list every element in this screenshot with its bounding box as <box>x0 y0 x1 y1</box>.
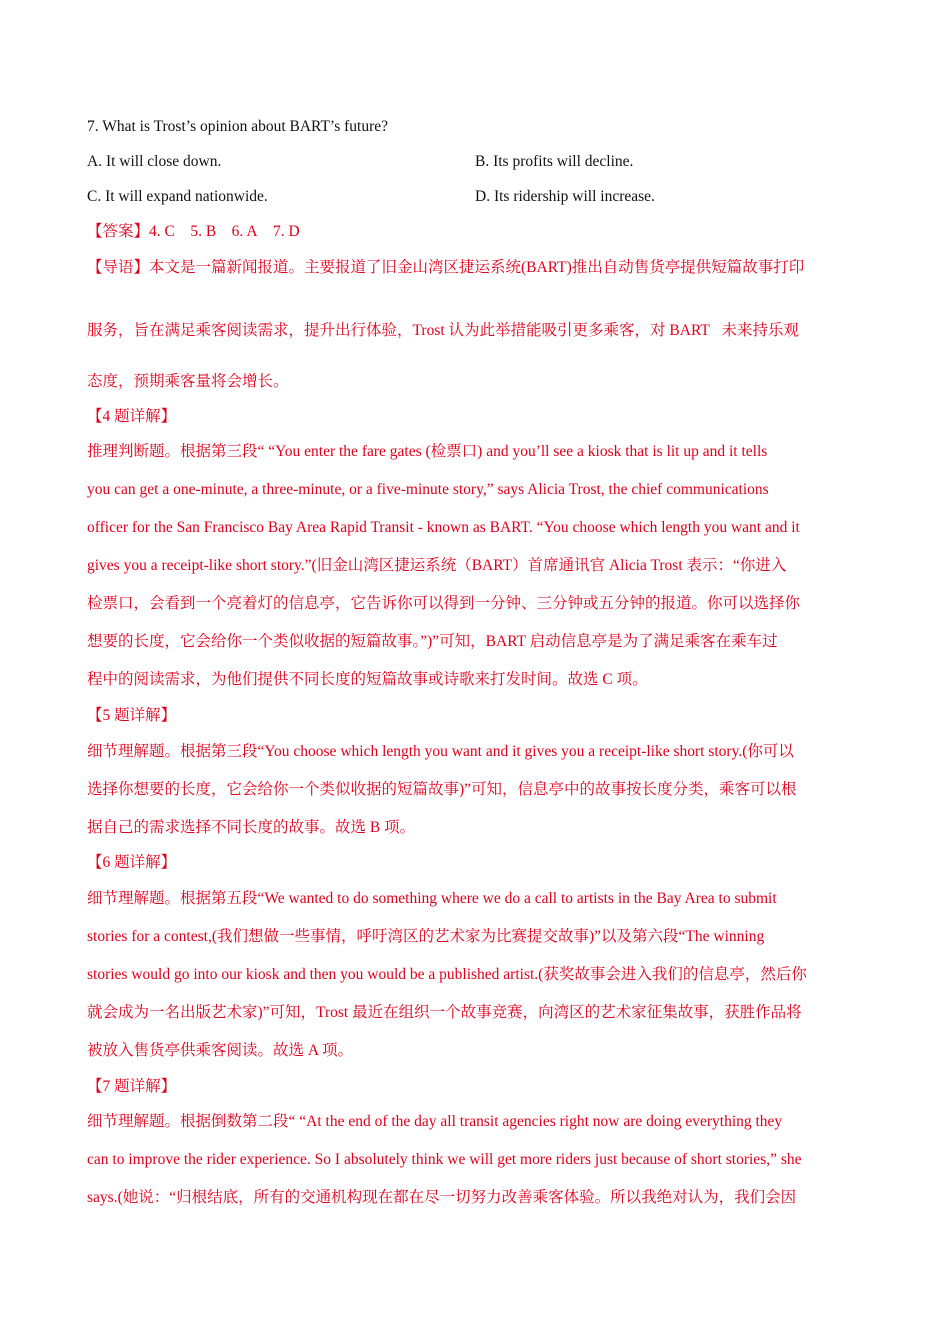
q7-line: can to improve the rider experience. So I absolutely think we will get more riders just because of short stories,” she <box>87 1151 802 1168</box>
q4-line: 检票口，会看到一个亮着灯的信息亭，它告诉你可以得到一分钟、三分钟或五分钟的报道。你可以选择你 <box>87 595 801 612</box>
q6-line: 细节理解题。根据第五段“We wanted to do something where we do a call to artists in the Bay Area to submit <box>87 890 777 907</box>
q6-line: 被放入售货亭供乘客阅读。故选 A 项。 <box>87 1042 354 1059</box>
q4-line: you can get a one-minute, a three-minute, or a five-minute story,” says Alicia Trost, the chief communications <box>87 481 769 498</box>
q4-line: 想要的长度，它会给你一个类似收据的短篇故事。”)”可知，BART 启动信息亭是为了满足乘客在乘车过 <box>87 633 778 650</box>
q4-line: officer for the San Francisco Bay Area Rapid Transit - known as BART. “You choose which length you want and it <box>87 519 800 536</box>
guide-line: 服务，旨在满足乘客阅读需求，提升出行体验，Trost 认为此举措能吸引更多乘客，对 BART 未来持乐观 <box>87 322 799 339</box>
q6-line: 就会成为一名出版艺术家)”可知，Trost 最近在组织一个故事竞赛，向湾区的艺术家征集故事，获胜作品将 <box>87 1004 802 1021</box>
q6-heading: 【6 题详解】 <box>87 854 177 871</box>
answer-key: 【答案】4. C 5. B 6. A 7. D <box>87 223 300 240</box>
option-a: A. It will close down. <box>87 153 222 170</box>
q7-heading: 【7 题详解】 <box>87 1078 177 1095</box>
q5-heading: 【5 题详解】 <box>87 707 177 724</box>
q7-line: says.(她说：“归根结底，所有的交通机构现在都在尽一切努力改善乘客体验。所以我绝对认为，我们会因 <box>87 1189 797 1206</box>
q5-line: 据自己的需求选择不同长度的故事。故选 B 项。 <box>87 819 416 836</box>
guide-line: 【导语】本文是一篇新闻报道。主要报道了旧金山湾区捷运系统(BART)推出自动售货亭提供短篇故事打印 <box>87 259 805 276</box>
q4-line: gives you a receipt-like short story.”(旧金山湾区捷运系统（BART）首席通讯官 Alicia Trost 表示：“你进入 <box>87 557 787 574</box>
q5-line: 细节理解题。根据第三段“You choose which length you want and it gives you a receipt-like short story.(你可以 <box>87 743 794 760</box>
q7-line: 细节理解题。根据倒数第二段“ “At the end of the day all transit agencies right now are doing everything they <box>87 1113 783 1130</box>
q6-line: stories would go into our kiosk and then you would be a published artist.(获奖故事会进入我们的信息亭，然后你 <box>87 966 807 983</box>
q6-line: stories for a contest,(我们想做一些事情，呼吁湾区的艺术家为比赛提交故事)”以及第六段“The winning <box>87 928 765 945</box>
option-c: C. It will expand nationwide. <box>87 188 268 205</box>
q4-line: 程中的阅读需求，为他们提供不同长度的短篇故事或诗歌来打发时间。故选 C 项。 <box>87 671 648 688</box>
option-b: B. Its profits will decline. <box>475 153 634 170</box>
q4-heading: 【4 题详解】 <box>87 408 177 425</box>
q5-line: 选择你想要的长度，它会给你一个类似收据的短篇故事)”可知，信息亭中的故事按长度分类，乘客可以根 <box>87 781 797 798</box>
q4-line: 推理判断题。根据第三段“ “You enter the fare gates (检票口) and you’ll see a kiosk that is lit up and it tells <box>87 443 768 460</box>
option-d: D. Its ridership will increase. <box>475 188 655 205</box>
question-7-stem: 7. What is Trost’s opinion about BART’s future? <box>87 118 389 135</box>
guide-line: 态度，预期乘客量将会增长。 <box>87 373 289 390</box>
